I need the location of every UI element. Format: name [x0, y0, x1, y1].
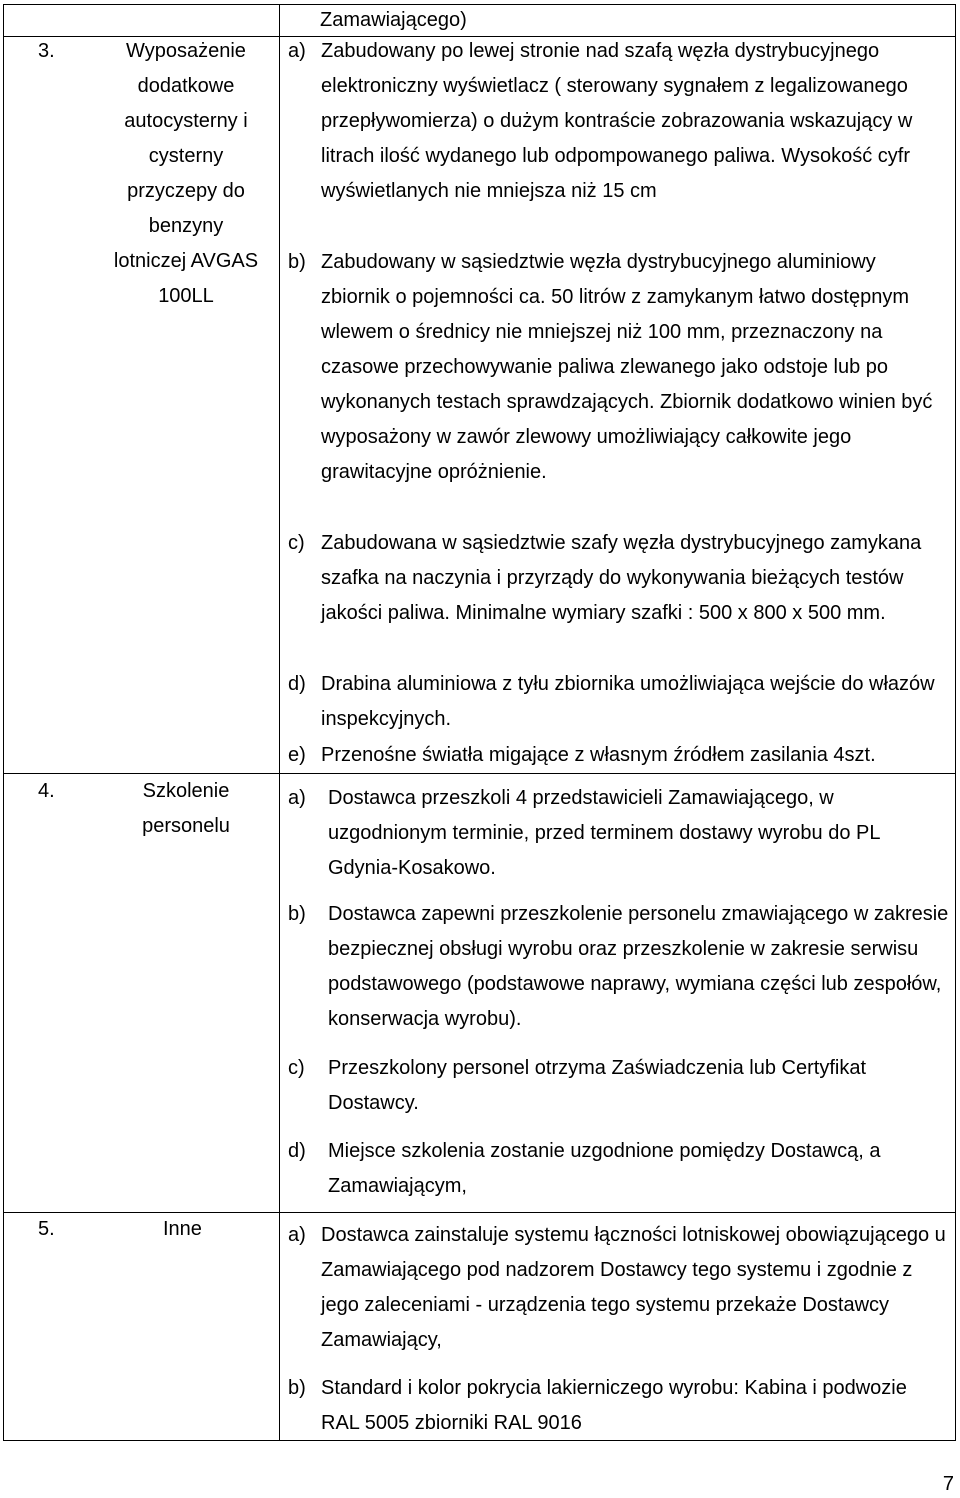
item-label: a): [288, 787, 306, 809]
item-label: d): [288, 1140, 306, 1162]
column-divider: [279, 4, 280, 1441]
section-3-number: 3.: [38, 40, 55, 62]
section-5-number: 5.: [38, 1218, 55, 1240]
item-label: e): [288, 744, 306, 766]
item-text: Zabudowany w sąsiedztwie węzła dystrybucyjnego aluminiowy zbiornik o pojemności ca. 50 litrów z zamykanym łatwo dostępnym wlewem o średnicy nie mniejszej niż 100 mm, przeznaczony na czasowe przechowywanie paliwa zlewanego jako odstoje lub po wykonanych testach sprawdzających. Zbiornik dodatkowo winien być wyposażony w zawór zlewowy umożliwiający całkowite jego grawitacyjne opróżnienie.: [321, 251, 933, 483]
item-label: b): [288, 1377, 306, 1399]
section-3-item-d: [288, 667, 950, 737]
item-label: b): [288, 251, 306, 273]
item-text: Standard i kolor pokrycia lakierniczego wyrobu: Kabina i podwozie RAL 5005 zbiorniki RAL 9016: [321, 1377, 907, 1434]
section-5-item-a: [288, 1218, 950, 1358]
section-4-number: 4.: [38, 780, 55, 802]
item-text: Dostawca zapewni przeszkolenie personelu zmawiającego w zakresie bezpiecznej obsługi wyrobu oraz przeszkolenie w zakresie serwisu podstawowego (podstawowe naprawy, wymiana części lub zespołów, konserwacja wyrobu).: [328, 903, 949, 1030]
section-4-label-cell: [3, 774, 279, 1212]
section-3-item-c: [288, 526, 950, 631]
item-label: a): [288, 1224, 306, 1246]
section-3-item-e: [288, 738, 950, 773]
header-continuation: Zamawiającego): [320, 9, 467, 31]
item-text: Zabudowana w sąsiedztwie szafy węzła dystrybucyjnego zamykana szafka na naczynia i przyrządy do wykonywania bieżących testów jakości paliwa. Minimalne wymiary szafki : 500 x 800 x 500 mm.: [321, 532, 922, 624]
section-4-item-a: [288, 781, 950, 886]
item-text: Miejsce szkolenia zostanie uzgodnione pomiędzy Dostawcą, a Zamawiającym,: [328, 1140, 881, 1197]
page-number: 7: [942, 1473, 954, 1495]
item-label: c): [288, 1057, 305, 1079]
section-4-item-d: [288, 1134, 950, 1204]
section-3-title: Wyposażenie dodatkowe autocysterny i cysterny przyczepy do benzyny lotniczej AVGAS 100LL: [113, 40, 259, 307]
section-4-title: Szkolenie personelu: [142, 780, 230, 837]
item-text: Drabina aluminiowa z tyłu zbiornika umożliwiająca wejście do włazów inspekcyjnych.: [321, 673, 935, 730]
item-text: Dostawca przeszkoli 4 przedstawicieli Zamawiającego, w uzgodnionym terminie, przed terminem dostawy wyrobu do PL Gdynia-Kosakowo.: [328, 787, 880, 879]
item-text: Dostawca zainstaluje systemu łączności lotniskowej obowiązującego u Zamawiającego pod nadzorem Dostawcy tego systemu i zgodnie z jego zaleceniami - urządzenia tego systemu przekaże Dostawcy Zamawiający,: [321, 1224, 946, 1351]
section-5-label-cell: [3, 1212, 279, 1441]
item-label: d): [288, 673, 306, 695]
section-3-label-cell: [3, 34, 279, 774]
item-text: Przeszkolony personel otrzyma Zaświadczenia lub Certyfikat Dostawcy.: [328, 1057, 866, 1114]
item-text: Zabudowany po lewej stronie nad szafą węzła dystrybucyjnego elektroniczny wyświetlacz ( sterowany sygnałem z legalizowanego przepływomierza) o dużym kontraście zobrazowania wskazujący w litrach ilość wydanego lub odpompowanego paliwa. Wysokość cyfr wyświetlanych nie mniejsza niż 15 cm: [321, 40, 913, 202]
section-3-item-a: [288, 34, 950, 209]
section-5-item-b: [288, 1371, 950, 1441]
section-4-item-c: [288, 1051, 950, 1121]
section-4-item-b: [288, 897, 950, 1037]
item-text: Przenośne światła migające z własnym źródłem zasilania 4szt.: [321, 744, 876, 766]
item-label: b): [288, 903, 306, 925]
section-3-item-b: [288, 245, 950, 490]
item-label: a): [288, 40, 306, 62]
section-5-title: Inne: [163, 1218, 202, 1240]
item-label: c): [288, 532, 305, 554]
